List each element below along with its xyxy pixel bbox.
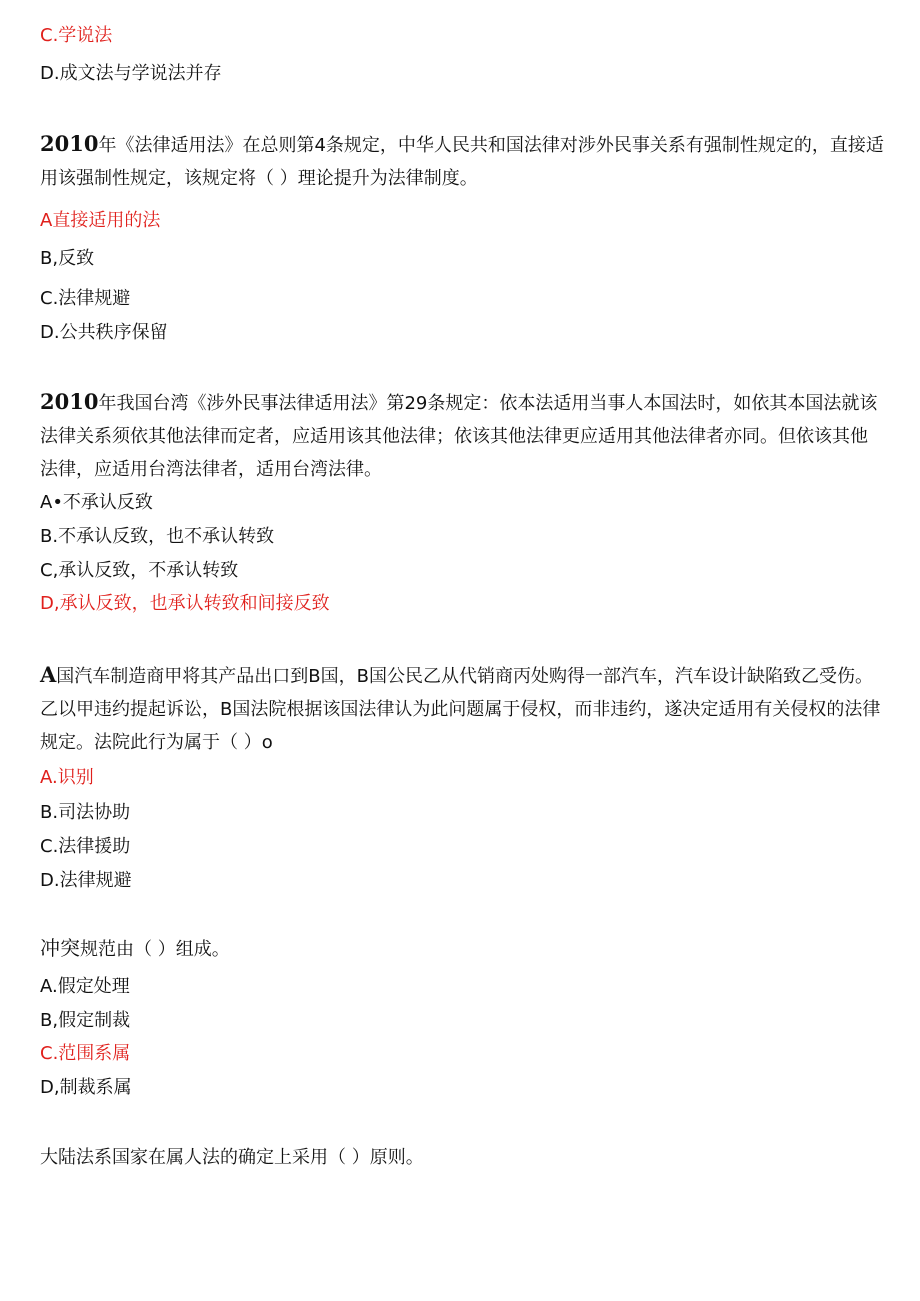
question-4 [40,932,885,966]
question-2-text: 年我国台湾《涉外民事法律适用法》第29条规定：依本法适用当事人本国法时，如依其本国法就该法律关系须依其他法律而定者，应适用该其他法律；依该其他法律更应适用其他法律者亦同。但依该其他法律，应适用台湾法律者，适用台湾法律。 [40,393,878,480]
question-3 [40,658,885,759]
question-1-option-c: C.法律规避 [40,288,131,309]
question-1-text: 年《法律适用法》在总则第4条规定，中华人民共和国法律对涉外民事关系有强制性规定的，直接适用该强制性规定，该规定将（ ）理论提升为法律制度。 [40,135,884,189]
prev-option-c: C.学说法 [40,25,113,46]
question-3-option-a: A.识别 [40,767,94,788]
question-3-text: 国汽车制造商甲将其产品出口到B国，B国公民乙从代销商丙处购得一部汽车，汽车设计缺陷致乙受伤。乙以甲违约提起诉讼，B国法院根据该国法律认为此问题属于侵权，而非违约，遂决定适用有关侵权的法律规定。法院此行为属于（ ）o [40,666,881,753]
question-1-option-a: A直接适用的法 [40,210,161,231]
question-2 [40,385,885,486]
question-1-option-b: B,反致 [40,248,95,269]
question-4-text: 规范由（ ）组成。 [80,939,230,960]
question-4-option-c: C.范围系属 [40,1043,131,1064]
question-2-option-a: A•不承认反致 [40,492,153,513]
question-2-option-d: D,承认反致，也承认转致和间接反致 [40,593,330,614]
question-2-option-b: B.不承认反致，也不承认转致 [40,526,275,547]
question-2-lead: 2010 [40,389,99,414]
question-1-lead: 2010 [40,131,99,156]
question-4-option-a: A.假定处理 [40,976,130,997]
question-4-option-d: D,制裁系属 [40,1077,132,1098]
question-4-lead: 冲突 [40,936,80,960]
question-3-option-d: D.法律规避 [40,870,132,891]
question-1 [40,127,885,195]
question-3-option-b: B.司法协助 [40,802,131,823]
question-4-option-b: B,假定制裁 [40,1010,131,1031]
question-2-option-c: C,承认反致，不承认转致 [40,560,239,581]
prev-option-d: D.成文法与学说法并存 [40,63,222,84]
question-1-option-d: D.公共秩序保留 [40,322,168,343]
question-5-text: 大陆法系国家在属人法的确定上采用（ ）原则。 [40,1147,424,1168]
question-3-option-c: C.法律援助 [40,836,131,857]
question-3-lead: A [40,662,57,687]
